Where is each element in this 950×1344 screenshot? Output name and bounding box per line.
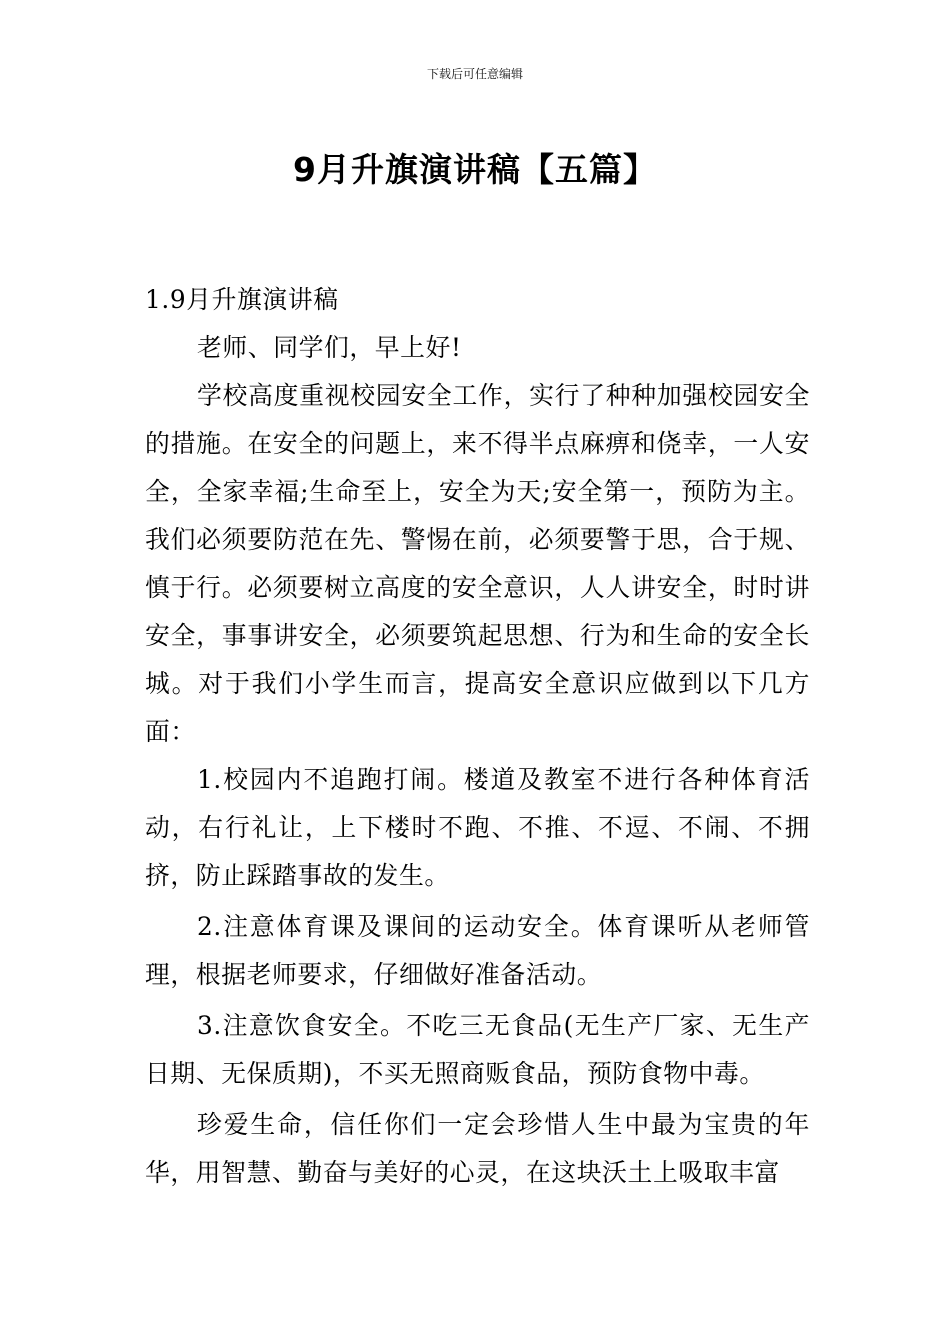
paragraph-point-3: 3.注意饮食安全。不吃三无食品(无生产厂家、无生产日期、无保质期)，不买无照商贩食品，预防食物中毒。	[145, 1011, 810, 1088]
document-title: 9月升旗演讲稿【五篇】	[293, 150, 657, 190]
paragraph-intro: 学校高度重视校园安全工作，实行了种种加强校园安全的措施。在安全的问题上，来不得半点麻痹和侥幸，一人安全，全家幸福;生命至上，安全为天;安全第一，预防为主。我们必须要防范在先、警惕在前，必须要警于思，合于规、慎于行。必须要树立高度的安全意识，人人讲安全，时时讲安全，事事讲安全，必须要筑起思想、行为和生命的安全长城。对于我们小学生而言，提高安全意识应做到以下几方面：	[145, 381, 810, 746]
section-heading: 1.9月升旗演讲稿	[145, 285, 339, 314]
paragraph-greeting: 老师、同学们，早上好!	[197, 333, 462, 362]
document-body	[145, 276, 810, 1197]
paragraph-point-1: 1.校园内不追跑打闹。楼道及教室不进行各种体育活动，右行礼让，上下楼时不跑、不推、不逗、不闹、不拥挤，防止踩踏事故的发生。	[145, 765, 810, 890]
paragraph-closing: 珍爱生命，信任你们一定会珍惜人生中最为宝贵的年华，用智慧、勤奋与美好的心灵，在这块沃土上吸取丰富	[145, 1110, 810, 1187]
paragraph-point-2: 2.注意体育课及课间的运动安全。体育课听从老师管理，根据老师要求，仔细做好准备活动。	[145, 912, 810, 989]
header-note: 下载后可任意编辑	[426, 67, 523, 81]
